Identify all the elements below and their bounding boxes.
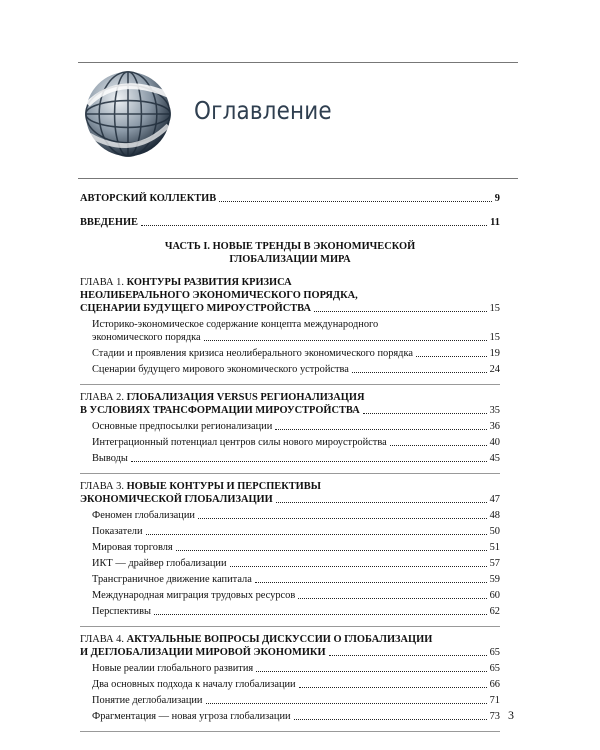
chapter-number: ГЛАВА 3.	[80, 481, 124, 492]
chapter-heading[interactable]	[80, 276, 500, 289]
chapter-title-line: НЕОЛИБЕРАЛЬНОГО ЭКОНОМИЧЕСКОГО ПОРЯДКА,	[80, 290, 358, 301]
dot-leader	[206, 703, 487, 704]
toc-section-entry[interactable]	[80, 710, 500, 723]
part-heading-line: ЧАСТЬ I. НОВЫЕ ТРЕНДЫ В ЭКОНОМИЧЕСКОЙ	[164, 241, 416, 252]
chapter-separator	[80, 473, 500, 474]
toc-section-entry[interactable]	[80, 363, 500, 376]
toc-page-number: 62	[489, 606, 500, 617]
dot-leader	[275, 429, 486, 430]
toc-section-entry[interactable]	[80, 694, 500, 707]
toc-section-entry[interactable]	[80, 452, 500, 465]
chapter-title-line: И ДЕГЛОБАЛИЗАЦИИ МИРОВОЙ ЭКОНОМИКИ	[80, 647, 326, 658]
part-heading	[80, 240, 500, 266]
section-title: Понятие деглобализации	[92, 695, 203, 706]
section-title: Новые реалии глобального развития	[92, 663, 254, 674]
toc-page-number: 51	[489, 542, 500, 553]
dot-leader	[298, 598, 486, 599]
chapter-title-line: ГЛОБАЛИЗАЦИЯ VERSUS РЕГИОНАЛИЗАЦИЯ	[126, 392, 365, 403]
dot-leader	[299, 687, 487, 688]
toc-section-entry[interactable]	[80, 331, 500, 344]
dot-leader	[314, 311, 487, 312]
dot-leader	[416, 356, 487, 357]
toc-section-entry[interactable]	[80, 541, 500, 554]
dot-leader	[176, 550, 487, 551]
toc-page-number: 15	[489, 332, 500, 343]
chapter-title-line: НОВЫЕ КОНТУРЫ И ПЕРСПЕКТИВЫ	[126, 481, 321, 492]
toc-page-number: 15	[489, 303, 500, 314]
chapter-block	[80, 391, 500, 474]
section-title: Фрагментация — новая угроза глобализации	[92, 711, 291, 722]
section-title: Феномен глобализации	[92, 510, 195, 521]
chapter-title-line: КОНТУРЫ РАЗВИТИЯ КРИЗИСА	[126, 277, 292, 288]
page-title: Оглавление	[194, 96, 332, 125]
toc-page-number: 48	[489, 510, 500, 521]
toc-page-number: 73	[489, 711, 500, 722]
chapter-title-line: ЭКОНОМИЧЕСКОЙ ГЛОБАЛИЗАЦИИ	[80, 494, 273, 505]
dot-leader	[146, 534, 487, 535]
toc-page-number: 50	[489, 526, 500, 537]
toc-section-entry[interactable]	[80, 605, 500, 618]
dot-leader	[154, 614, 487, 615]
chapter-title-last-line[interactable]	[80, 493, 500, 506]
toc-page-number: 9	[494, 193, 500, 204]
section-title: Перспективы	[92, 606, 151, 617]
dot-leader	[390, 445, 487, 446]
chapter-separator	[80, 731, 500, 732]
section-title: Основные предпосылки регионализации	[92, 421, 273, 432]
toc-page-number: 57	[489, 558, 500, 569]
dot-leader	[294, 719, 487, 720]
section-title: Международная миграция трудовых ресурсов	[92, 590, 296, 601]
chapter-number: ГЛАВА 2.	[80, 392, 124, 403]
globe-icon	[80, 66, 176, 162]
toc-section-entry[interactable]	[80, 662, 500, 675]
toc-section-entry[interactable]	[80, 436, 500, 449]
top-rule	[78, 62, 518, 63]
dot-leader	[255, 582, 487, 583]
toc-page-number: 11	[490, 217, 500, 228]
chapter-number: ГЛАВА 4.	[80, 634, 124, 645]
section-title-line: Историко-экономическое содержание концепта международного	[92, 319, 379, 330]
toc-page-number: 36	[489, 421, 500, 432]
chapter-heading[interactable]	[80, 391, 500, 404]
toc-page-number: 19	[489, 348, 500, 359]
chapter-title-line: В УСЛОВИЯХ ТРАНСФОРМАЦИИ МИРОУСТРОЙСТВА	[80, 405, 360, 416]
dot-leader	[256, 671, 486, 672]
section-title: Показатели	[92, 526, 143, 537]
chapter-title-last-line[interactable]	[80, 646, 500, 659]
chapter-title-last-line[interactable]	[80, 404, 500, 417]
section-title: Трансграничное движение капитала	[92, 574, 252, 585]
chapter-title-last-line[interactable]	[80, 302, 500, 315]
toc-page-number: 40	[489, 437, 500, 448]
toc-entry-title: АВТОРСКИЙ КОЛЛЕКТИВ	[80, 193, 217, 204]
toc-page-number: 65	[489, 647, 500, 658]
dot-leader	[276, 502, 487, 503]
section-title: Выводы	[92, 453, 128, 464]
toc-page-number: 60	[489, 590, 500, 601]
toc-section-entry[interactable]	[80, 525, 500, 538]
part-heading-line: ГЛОБАЛИЗАЦИИ МИРА	[229, 254, 351, 265]
chapter-heading[interactable]	[80, 480, 500, 493]
toc-section-entry[interactable]	[80, 557, 500, 570]
toc-page-number: 65	[489, 663, 500, 674]
chapter-number: ГЛАВА 1.	[80, 277, 124, 288]
toc-section-entry[interactable]	[80, 420, 500, 433]
chapter-separator	[80, 626, 500, 627]
toc-page-number: 71	[489, 695, 500, 706]
section-title: Мировая торговля	[92, 542, 173, 553]
dot-leader	[230, 566, 487, 567]
chapter-title-line: АКТУАЛЬНЫЕ ВОПРОСЫ ДИСКУССИИ О ГЛОБАЛИЗАЦИИ	[126, 634, 433, 645]
dot-leader	[329, 655, 487, 656]
chapter-separator	[80, 384, 500, 385]
dot-leader	[131, 461, 487, 462]
chapter-block	[80, 276, 500, 385]
section-title: Сценарии будущего мирового экономического устройства	[92, 364, 349, 375]
title-rule	[78, 178, 518, 179]
section-title: Два основных подхода к началу глобализации	[92, 679, 296, 690]
toc-entry-title: ВВЕДЕНИЕ	[80, 217, 138, 228]
toc-page-number: 66	[489, 679, 500, 690]
dot-leader	[141, 225, 487, 226]
section-title: Стадии и проявления кризиса неолиберального экономического порядка	[92, 348, 413, 359]
dot-leader	[219, 201, 492, 202]
dot-leader	[204, 340, 487, 341]
table-of-contents	[80, 192, 500, 732]
toc-page-number: 45	[489, 453, 500, 464]
chapter-list	[80, 276, 500, 732]
toc-entry-authors[interactable]	[80, 192, 500, 205]
dot-leader	[198, 518, 487, 519]
toc-page-number: 24	[489, 364, 500, 375]
toc-page-number: 35	[489, 405, 500, 416]
page-number: 3	[508, 708, 514, 722]
toc-section-entry[interactable]	[80, 678, 500, 691]
toc-section-entry[interactable]	[80, 589, 500, 602]
chapter-block	[80, 633, 500, 732]
toc-page-number: 59	[489, 574, 500, 585]
section-title: ИКТ — драйвер глобализации	[92, 558, 227, 569]
toc-section-entry[interactable]	[80, 347, 500, 360]
toc-section-entry[interactable]	[80, 509, 500, 522]
toc-entry-introduction[interactable]	[80, 216, 500, 229]
chapter-block	[80, 480, 500, 627]
dot-leader	[363, 413, 487, 414]
dot-leader	[352, 372, 487, 373]
toc-page-number: 47	[489, 494, 500, 505]
chapter-title-line: СЦЕНАРИИ БУДУЩЕГО МИРОУСТРОЙСТВА	[80, 303, 311, 314]
section-title: Интеграционный потенциал центров силы нового мироустройства	[92, 437, 387, 448]
section-title: экономического порядка	[92, 332, 201, 343]
chapter-heading[interactable]	[80, 633, 500, 646]
toc-section-entry[interactable]	[80, 573, 500, 586]
